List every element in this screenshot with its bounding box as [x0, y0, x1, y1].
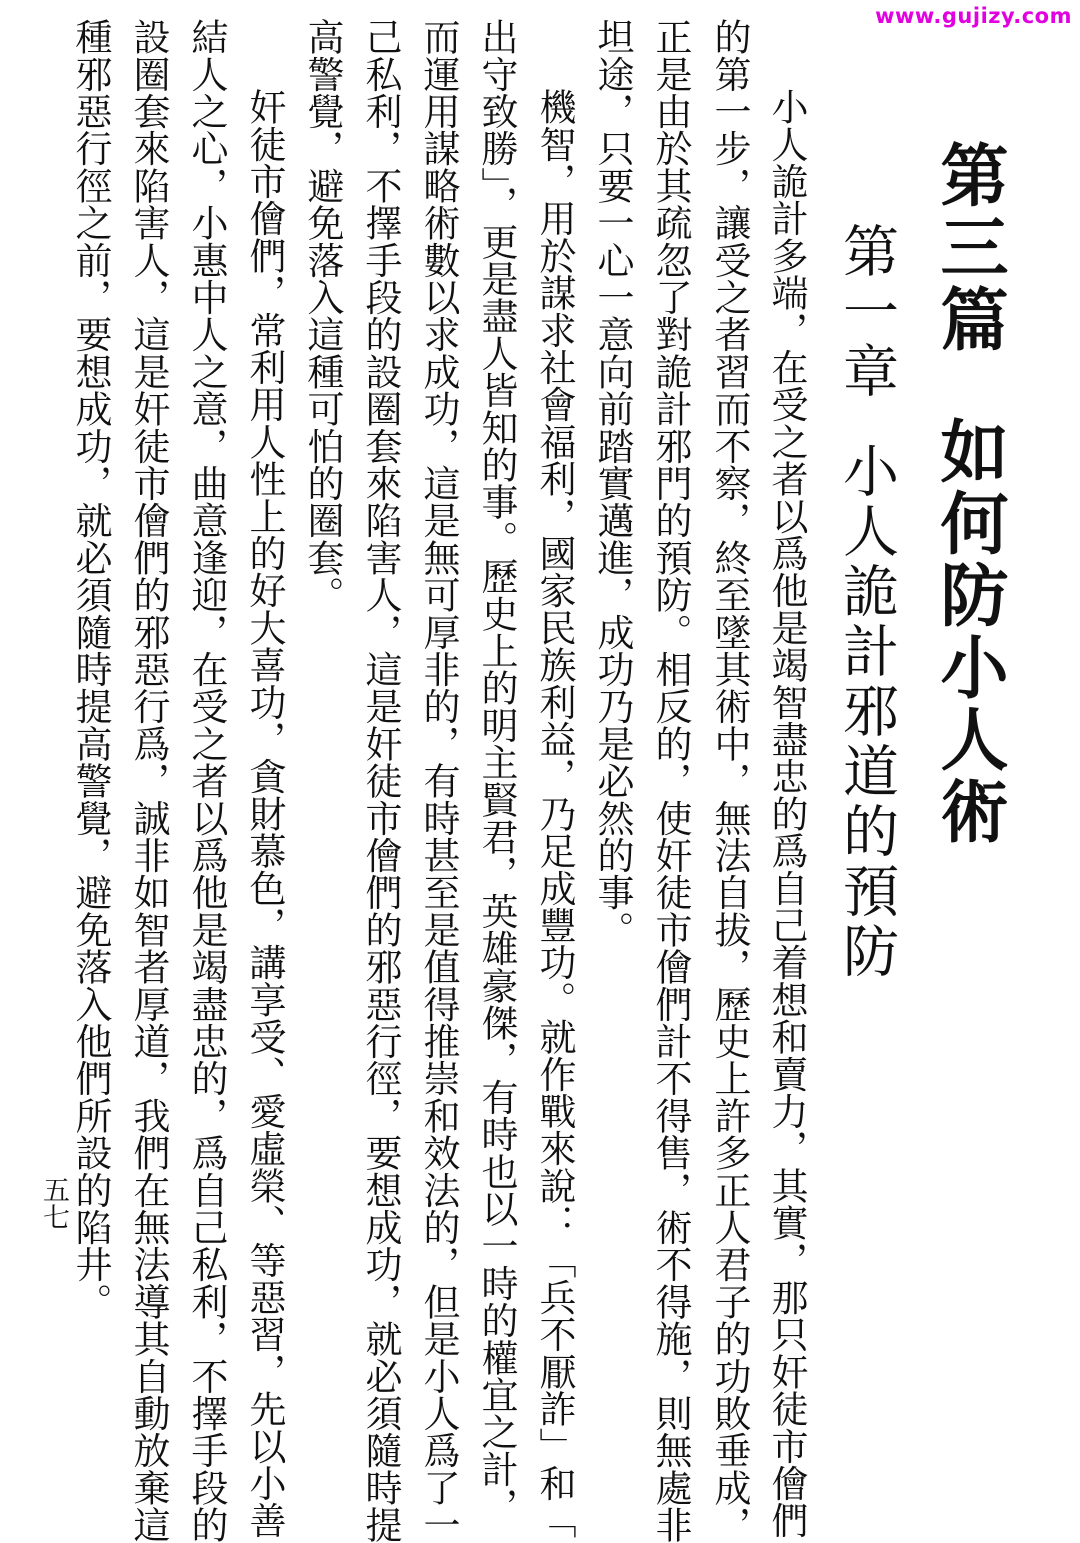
text-column: 結人之心，小惠中人之意，曲意逢迎，在受之者以爲他是竭盡忠的，爲自己私利，不擇手段的: [185, 18, 228, 1543]
part-label: 第三篇: [929, 140, 1009, 356]
text-column: 己私利，不擇手段的設圈套來陷害人，這是奸徒市儈們的邪惡行徑，要想成功，就必須隨時提: [359, 18, 402, 1543]
text-column: 小人詭計多端，在受之者以爲他是竭智盡忠的爲自己着想和賣力，其實，那只奸徒市儈們: [765, 88, 808, 1539]
part-name: 如何防小人術: [929, 416, 1009, 848]
text-column: 而運用謀略術數以求成功，這是無可厚非的，有時甚至是值得推崇和效法的，但是小人爲了一: [417, 18, 460, 1543]
text-column: 種邪惡行徑之前，要想成功，就必須隨時提高警覺，避免落入他們所設的陷井。: [69, 18, 112, 1320]
text-column: 奸徒市儈們，常利用人性上的好大喜功，貪財慕色，講享受、愛虛榮、等惡習，先以小善: [243, 88, 286, 1539]
site-watermark: www.gujizy.com: [875, 4, 1072, 28]
text-column: 的第一步，讓受之者習而不察，終至墜其術中，無法自拔，歷史上許多正人君子的功敗垂成，: [708, 18, 751, 1543]
text-column: 設圈套來陷害人，這是奸徒市儈們的邪惡行爲，誠非如智者厚道，我們在無法導其自動放棄這: [127, 18, 170, 1543]
text-column: 機智，用於謀求社會福利，國家民族利益，乃足成豐功。就作戰來說：「兵不厭詐」和「: [533, 88, 576, 1539]
chapter-label: 第一章: [834, 222, 899, 402]
text-column: 坦途，只要一心一意向前踏實邁進，成功乃是必然的事。: [591, 18, 634, 948]
chapter-title: [834, 222, 899, 982]
text-column: 高警覺，避免落入這種可怕的圈套。: [301, 18, 344, 614]
text-column: 出守致勝」，更是盡人皆知的事。歷史上的明主賢君，英雄豪傑，有時也以一時的權宜之計，: [475, 18, 518, 1525]
chapter-name: 小人詭計邪道的預防: [834, 442, 899, 982]
part-title: [929, 140, 1009, 848]
text-column: 正是由於其疏忽了對詭計邪門的預防。相反的，使奸徒市儈們計不得售，術不得施，則無處非: [649, 18, 692, 1543]
page-number: 五七: [38, 1176, 69, 1230]
